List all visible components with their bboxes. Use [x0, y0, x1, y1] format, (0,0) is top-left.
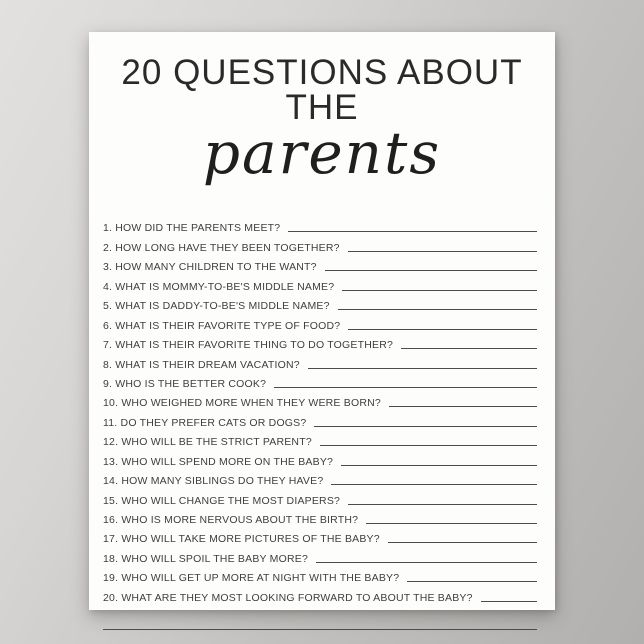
answer-line — [308, 368, 537, 369]
answer-line — [348, 504, 537, 505]
poster-title: 20 QUESTIONS ABOUT THE — [121, 53, 523, 127]
question-text: 10. WHO WEIGHED MORE WHEN THEY WERE BORN? — [103, 397, 381, 410]
question-text: 3. HOW MANY CHILDREN TO THE WANT? — [103, 261, 317, 274]
answer-line — [338, 309, 537, 310]
answer-line — [348, 251, 537, 252]
question-text: 16. WHO IS MORE NERVOUS ABOUT THE BIRTH? — [103, 514, 359, 526]
question-text: 7. WHAT IS THEIR FAVORITE THING TO DO TOGETHER? — [103, 339, 394, 352]
question-text: 11. DO THEY PREFER CATS OR DOGS? — [103, 416, 307, 429]
question-text: 1. HOW DID THE PARENTS MEET? — [103, 222, 281, 235]
question-text: 12. WHO WILL BE THE STRICT PARENT? — [103, 436, 312, 449]
question-row — [103, 529, 537, 548]
answer-line — [348, 329, 537, 330]
question-text: 6. WHAT IS THEIR FAVORITE TYPE OF FOOD? — [103, 319, 341, 332]
question-row — [103, 471, 537, 490]
answer-line — [388, 542, 537, 543]
question-row — [103, 393, 537, 412]
answer-line — [316, 562, 537, 563]
question-text: 18. WHO WILL SPOIL THE BABY MORE? — [103, 552, 308, 565]
answer-line — [366, 523, 537, 524]
question-row — [103, 548, 537, 567]
question-row — [103, 587, 537, 606]
game-poster — [89, 32, 555, 610]
question-list — [103, 218, 537, 630]
question-row — [103, 257, 537, 276]
question-row — [103, 451, 537, 470]
question-row — [103, 490, 537, 509]
question-row — [103, 374, 537, 393]
answer-line — [481, 601, 537, 602]
question-text: 20. WHAT ARE THEY MOST LOOKING FORWARD TO ABOUT THE BABY? — [103, 591, 473, 604]
question-row — [103, 568, 537, 587]
answer-line — [325, 270, 537, 271]
question-text: 8. WHAT IS THEIR DREAM VACATION? — [103, 358, 300, 371]
question-text: 5. WHAT IS DADDY-TO-BE'S MIDDLE NAME? — [103, 300, 330, 313]
question-row — [103, 218, 537, 237]
poster-title-script: parents — [202, 119, 442, 187]
question-row — [103, 412, 537, 431]
question-text: 14. HOW MANY SIBLINGS DO THEY HAVE? — [103, 475, 324, 488]
question-text: 13. WHO WILL SPEND MORE ON THE BABY? — [103, 455, 334, 468]
answer-line-continuation — [103, 610, 537, 630]
question-row — [103, 296, 537, 315]
question-row — [103, 354, 537, 373]
question-text: 9. WHO IS THE BETTER COOK? — [103, 377, 267, 390]
answer-line — [401, 348, 537, 349]
question-row — [103, 510, 537, 529]
question-text: 4. WHAT IS MOMMY-TO-BE'S MIDDLE NAME? — [103, 280, 335, 293]
answer-line — [274, 387, 537, 388]
question-text: 2. HOW LONG HAVE THEY BEEN TOGETHER? — [103, 241, 340, 254]
poster-header — [89, 32, 555, 187]
answer-line — [288, 231, 537, 232]
answer-line — [342, 290, 537, 291]
question-text: 17. WHO WILL TAKE MORE PICTURES OF THE BABY? — [103, 533, 380, 546]
question-row — [103, 237, 537, 256]
question-row — [103, 335, 537, 354]
question-row — [103, 315, 537, 334]
answer-line — [341, 465, 537, 466]
question-text: 15. WHO WILL CHANGE THE MOST DIAPERS? — [103, 494, 341, 507]
answer-line — [320, 445, 537, 446]
question-text: 19. WHO WILL GET UP MORE AT NIGHT WITH THE BABY? — [103, 572, 400, 585]
question-row — [103, 276, 537, 295]
answer-line — [331, 484, 537, 485]
question-row — [103, 432, 537, 451]
answer-line — [389, 406, 537, 407]
answer-line — [314, 426, 537, 427]
answer-line — [407, 581, 537, 582]
